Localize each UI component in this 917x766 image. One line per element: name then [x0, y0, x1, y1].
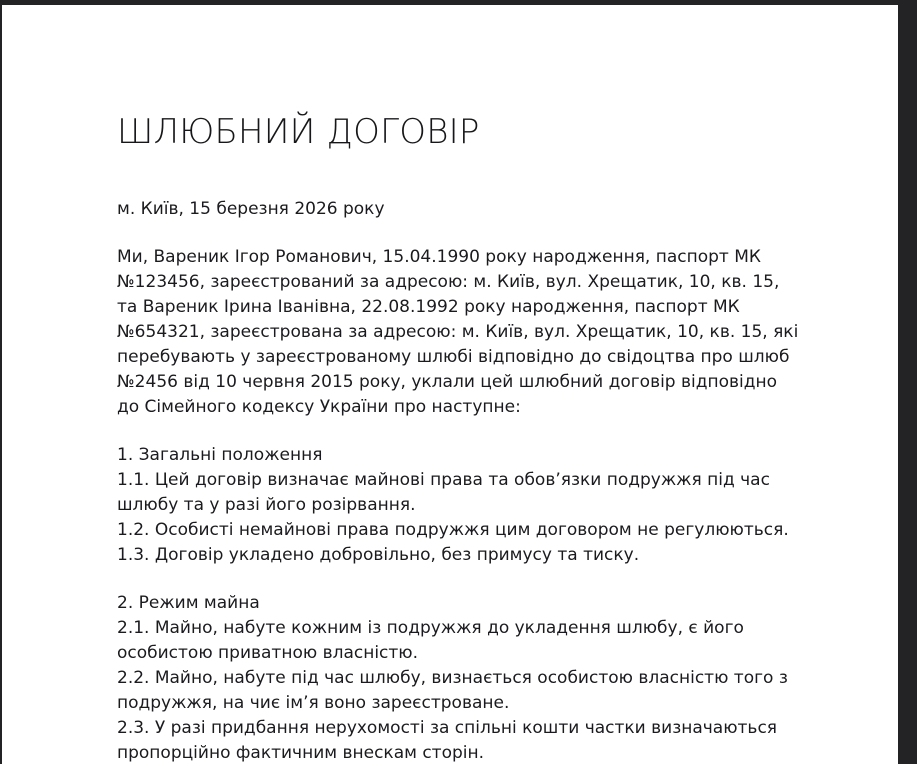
- section-heading: 1. Загальні положення: [117, 445, 323, 466]
- text-line: №654321, зареєстрована за адресою: м. Київ, вул. Хрещатик, 10, кв. 15, які: [117, 322, 799, 343]
- page-title: ШЛЮБНИЙ ДОГОВІР: [117, 112, 480, 152]
- text-line: до Сімейного кодексу України про наступне:: [117, 397, 521, 418]
- paragraph-section-2: [117, 591, 799, 766]
- text-line: перебувають у зареєстрованому шлюбі відповідно до свідоцтва про шлюб: [117, 347, 790, 368]
- section-heading: 2. Режим майна: [117, 593, 260, 614]
- place-and-date: м. Київ, 15 березня 2026 року: [117, 199, 385, 220]
- text-line: Ми, Вареник Ігор Романович, 15.04.1990 року народження, паспорт МК: [117, 247, 761, 268]
- text-line: 2.1. Майно, набуте кожним із подружжя до укладення шлюбу, є його: [117, 618, 744, 639]
- document-page: [2, 5, 898, 764]
- text-line: пропорційно фактичним внескам сторін.: [117, 743, 485, 764]
- text-line: 1.1. Цей договір визначає майнові права та обов’язки подружжя під час: [117, 470, 770, 491]
- text-line: 1.2. Особисті немайнові права подружжя цим договором не регулюються.: [117, 520, 789, 541]
- text-line: та Вареник Ірина Іванівна, 22.08.1992 року народження, паспорт МК: [117, 297, 740, 318]
- text-line: №2456 від 10 червня 2015 року, уклали цей шлюбний договір відповідно: [117, 372, 778, 393]
- text-line: подружжя, на чиє ім’я воно зареєстроване.: [117, 693, 510, 714]
- text-line: особистою приватною власністю.: [117, 643, 419, 664]
- text-line: 2.2. Майно, набуте під час шлюбу, визнається особистою власністю того з: [117, 668, 788, 689]
- text-line: 1.3. Договір укладено добровільно, без примусу та тиску.: [117, 545, 640, 566]
- text-line: №123456, зареєстрований за адресою: м. Київ, вул. Хрещатик, 10, кв. 15,: [117, 272, 780, 293]
- paragraph-preamble: [117, 245, 799, 420]
- text-line: шлюбу та у разі його розірвання.: [117, 495, 416, 516]
- text-line: 2.3. У разі придбання нерухомості за спільні кошти частки визначаються: [117, 718, 778, 739]
- paragraph-section-1: [117, 443, 799, 568]
